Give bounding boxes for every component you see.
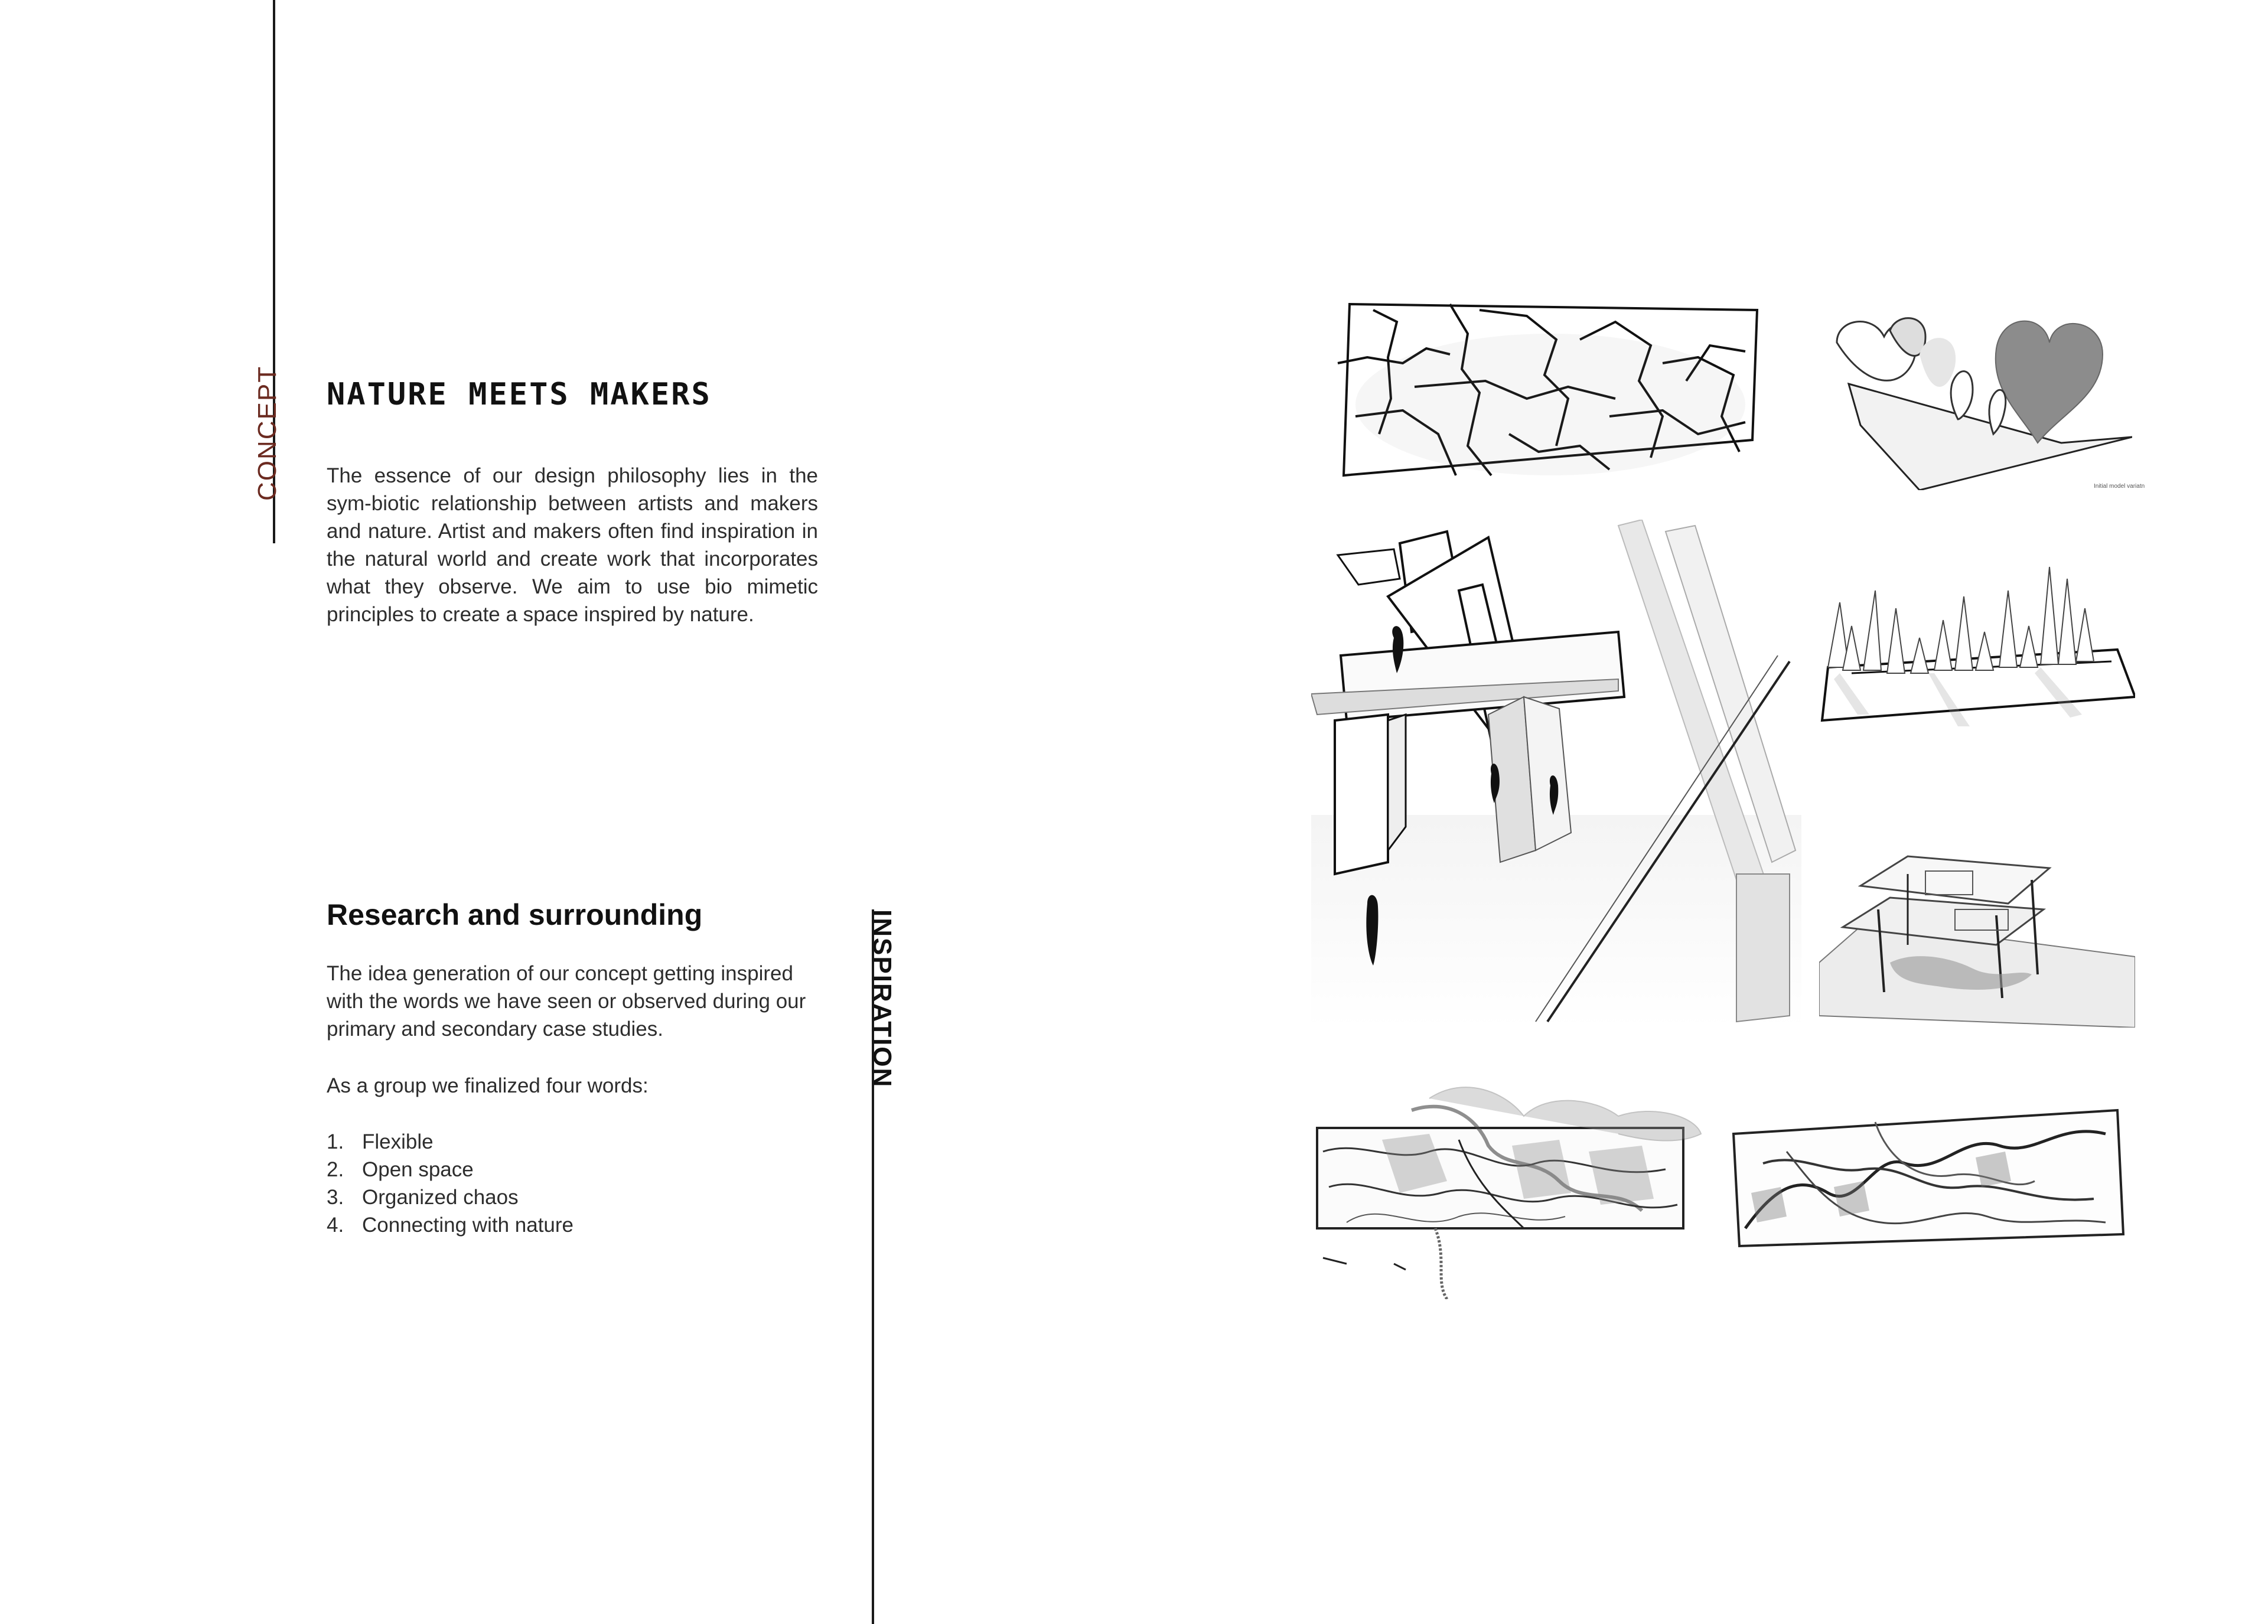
list-item: 3. Organized chaos (327, 1186, 519, 1209)
research-paragraph: The idea generation of our concept getting inspired with the words we have seen or observed during our primary and secondary case studies. (327, 962, 806, 1041)
list-item: 2. Open space (327, 1158, 474, 1181)
page-title: NATURE MEETS MAKERS (327, 377, 712, 412)
model-caption: Initial model variatn (2094, 483, 2145, 490)
inspiration-side-label: INSPIRATION (868, 909, 897, 1088)
perspective-space-sketch (1311, 520, 1801, 1028)
research-heading: Research and surrounding (327, 898, 703, 931)
list-item: 1. Flexible (327, 1130, 434, 1153)
vertical-fins-model-sketch (1816, 555, 2135, 762)
tangled-site-model-sketch (1311, 1081, 1713, 1299)
group-words-line: As a group we finalized four words: (327, 1074, 649, 1097)
leaf-model-sketch (1825, 307, 2132, 490)
list-item: 4. Connecting with nature (327, 1214, 573, 1237)
layered-platform-model-sketch (1819, 844, 2135, 1028)
concept-side-label: CONCEPT (253, 365, 282, 501)
four-words-list (327, 1128, 573, 1239)
fractured-plan-sketch (1332, 298, 1769, 493)
concept-intro-paragraph: The essence of our design philosophy lies in the sym-biotic relationship between artists and makers and nature. Artist and makers often find inspiration in the natural world and create work that incorporates what they observe. We aim to use bio mimetic principles to create a space inspired by nature. (327, 464, 818, 626)
line-network-model-sketch (1728, 1098, 2135, 1258)
